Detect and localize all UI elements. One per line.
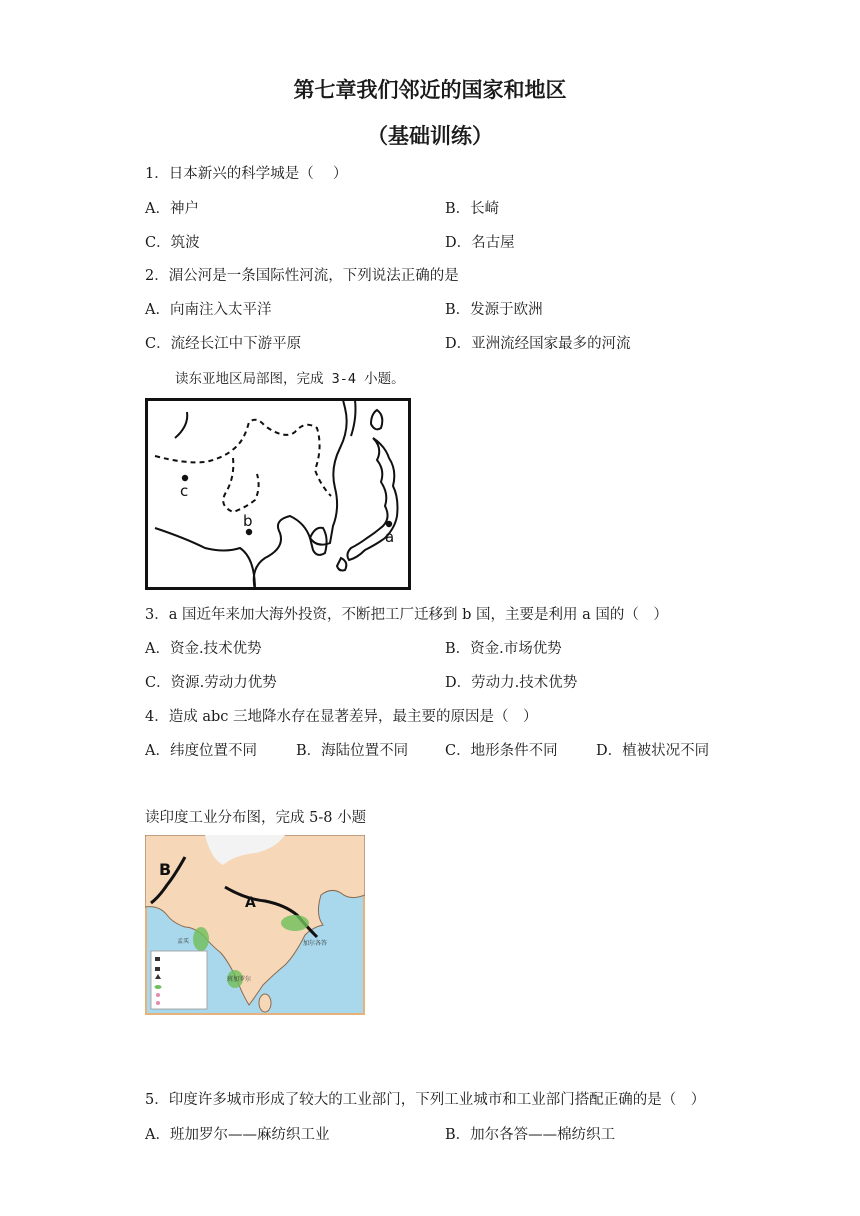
question-1-option-a[interactable]: A．神户	[145, 201, 199, 217]
map-2-caption: 读印度工业分布图，完成 5-8 小题	[145, 810, 367, 826]
map-1-label-c: c	[180, 482, 189, 500]
map-1-caption: 读东亚地区局部图，完成 3-4 小题。	[175, 371, 405, 387]
map-1-label-b: b	[243, 512, 253, 530]
map-2-label-B: B	[159, 860, 172, 879]
map-2-label-bangalore: 班加罗尔	[227, 976, 252, 983]
question-2-stem: 2．湄公河是一条国际性河流，下列说法正确的是	[145, 268, 459, 284]
question-1-stem: 1．日本新兴的科学城是（ ）	[145, 166, 348, 182]
question-5-stem: 5．印度许多城市形成了较大的工业部门，下列工业城市和工业部门搭配正确的是（ ）	[145, 1092, 706, 1108]
question-1-option-b[interactable]: B．长崎	[445, 201, 500, 217]
page-title: 第七章我们邻近的国家和地区	[293, 78, 567, 102]
question-1-option-c[interactable]: C．筑波	[145, 235, 200, 251]
india-industry-map	[145, 835, 365, 1015]
question-3-stem: 3．a 国近年来加大海外投资，不断把工厂迁移到 b 国，主要是利用 a 国的（ ）	[145, 607, 668, 623]
question-5-option-b[interactable]: B．加尔各答——棉纺织工	[445, 1127, 616, 1143]
question-2-option-b[interactable]: B．发源于欧洲	[445, 302, 543, 318]
question-4-option-b[interactable]: B．海陆位置不同	[296, 743, 409, 759]
question-4-option-d[interactable]: D．植被状况不同	[596, 743, 710, 759]
map-2-label-A: A	[245, 895, 256, 911]
question-3-option-d[interactable]: D．劳动力.技术优势	[445, 675, 578, 691]
question-5-option-a[interactable]: A．班加罗尔——麻纺织工业	[145, 1127, 330, 1143]
map-2-label-kolkata: 加尔各答	[303, 940, 328, 947]
question-4-option-c[interactable]: C．地形条件不同	[445, 743, 558, 759]
question-2-option-c[interactable]: C．流经长江中下游平原	[145, 336, 302, 352]
question-3-option-b[interactable]: B．资金.市场优势	[445, 641, 562, 657]
question-4-option-a[interactable]: A．纬度位置不同	[145, 743, 257, 759]
question-3-option-a[interactable]: A．资金.技术优势	[145, 641, 262, 657]
question-3-option-c[interactable]: C．资源.劳动力优势	[145, 675, 277, 691]
map-1-label-a: a	[385, 528, 395, 546]
page-subtitle: （基础训练）	[367, 124, 493, 148]
question-2-option-a[interactable]: A．向南注入太平洋	[145, 302, 272, 318]
map-2-label-mumbai: 孟买	[177, 938, 190, 945]
question-4-stem: 4．造成 abc 三地降水存在显著差异，最主要的原因是（ ）	[145, 709, 538, 725]
question-2-option-d[interactable]: D．亚洲流经国家最多的河流	[445, 336, 631, 352]
question-1-option-d[interactable]: D．名古屋	[445, 235, 515, 251]
east-asia-map	[145, 398, 411, 590]
